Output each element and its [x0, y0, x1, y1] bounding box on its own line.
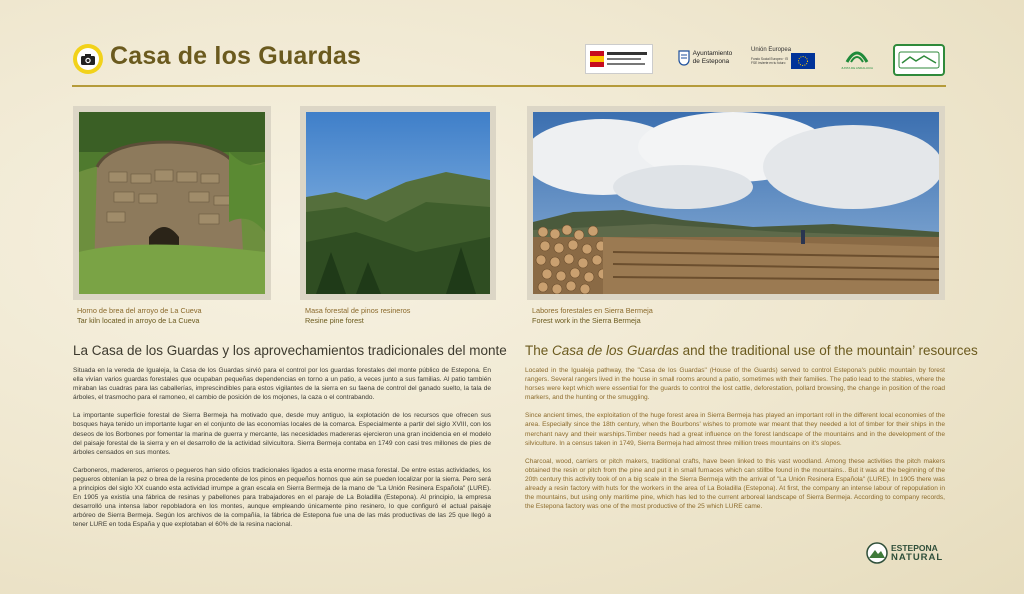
- photo-pine-forest: [300, 106, 496, 300]
- english-paragraph: Charcoal, wood, carriers or pitch makers, traditional crafts, have been linked to this vast woodland. Among these activities the pitch makers obtained the resin or pitch from the pine and put it in small furnaces which can stillbe found in the mountains.. But it was at the beginning of the 20th century this activity took of on a big scale in the Sierra Bermeja with the arrival of "La Unión Resinera Española" (LURE). In 1905 there was already a resin factory with huts for the workers in the area of La Boladilla (Estepona). At first, the company an intense labour of repopulation in the mountains, but using only maritime pine, which has led to the current arboreal landscape of Sierra Bermeja. According to company records, the Estepona factory was one of the most productive of the 25 which LURE came.: [525, 457, 945, 511]
- union-europea-logo: [751, 44, 817, 72]
- photo3-caption-es: Labores forestales en Sierra Bermeja: [532, 306, 653, 315]
- photo1-caption-es: Horno de brea del arroyo de La Cueva: [77, 306, 202, 315]
- ayuntamiento-estepona-logo: [672, 44, 738, 72]
- english-paragraph: Since ancient times, the exploitation of the huge forest area in Sierra Bermeja has played an important roll in the different local economies of the area. Especially since the 18th century, when the Bourbons' wishes to promote war meant that they needed a lot of timber for their ships in the merchant navy and their warships.Timber needs had a great influence on the forest landscape of the mountains and in the development of the silviculture. In a census taken in 1749, Sierra Bermeja had almost three million trees mountains on it's slopes.: [525, 412, 945, 447]
- spanish-paragraph: La importante superficie forestal de Sierra Bermeja ha motivado que, desde muy antiguo, la explotación de los recursos que ofrecen sus bosques haya tenido un importante lugar en el conjunto de las economías locales de la comarca. Especialmente a partir del siglo XVIII, con los deseos de los Borbones por fomentar la marina de guerra y mercante, las necesidades madereras ejercieron una gran incidencia en el modelo del paisaje forestal de la sierra y en el desarrollo de la actividad silvicultora. Sierra Bermeja contaba en 1749 con casi tres millones de pies de árboles censados en sus montes.: [73, 412, 491, 456]
- camera-badge: [73, 44, 103, 74]
- photo2-caption: [305, 306, 410, 326]
- page-title: Casa de los Guardas: [110, 42, 362, 70]
- mountain-logo-icon: [866, 542, 888, 564]
- junta-label: JUNTA DE ANDALUCIA: [840, 66, 874, 70]
- photo1-caption-en: Tar kiln located in arroyo de La Cueva: [77, 316, 200, 325]
- english-heading: [525, 343, 978, 358]
- photo1-caption: [77, 306, 202, 326]
- estepona-natural-logo: [866, 542, 943, 564]
- english-paragraph: Located in the Igualeja pathway, the "Casa de los Guardas" (House of the Guards) served to control Estepona's public mountain by forest rangers. Several rangers lived in the house in small rooms around a patio, sometimes with their families. The patio lead to the stables, where the horses were kept which were essential for the guards to control the lost cattle, deforestation, pollard browsing, the change in position of the road markers, and the hunting or the smuggling.: [525, 367, 945, 402]
- ayuntamiento-line2: de Estepona: [692, 58, 730, 65]
- ruta-sign-logo: [893, 44, 945, 76]
- union-europea-label: Unión Europea: [751, 47, 792, 53]
- photo-forest-work: [527, 106, 945, 300]
- spanish-paragraph: Carboneros, madereros, arrieros o pegueros han sido oficios tradicionales ligados a esta enorme masa forestal. De entre estas actividades, los pegueros obtenían la pez o brea de la resina procedente de los pinos en pequeños hornos que aún se pueden localizar por la sierra. Pero será a principios del siglo XX cuando esta actividad irrumpe a gran escala en Sierra Bermeja de la mano de "La Unión Resinera Española" (LURE). En 1905 ya existía una fábrica de resinas y pabellones para trabajadores en el paraje de La Boladilla (Estepona). Al principio, la empresa desarrolló una intensa labor repobladora en los montes, aunque empleando únicamente pino resinero, lo que configuró el actual paisaje arbóreo de Sierra Bermeja. Según los archivos de la compañía, la fábrica de Estepona fue una de las más productivas de las 25 que llegó a tener LURE en toda España y que explotaban el 60% de la resina nacional.: [73, 466, 491, 529]
- photo3-caption: [532, 306, 653, 326]
- gobierno-espana-logo: [585, 44, 653, 74]
- brand-line2: NATURAL: [891, 552, 944, 563]
- union-europea-sub: Fondo Social Europeo · El FSE invierte en tu futuro: [751, 57, 789, 65]
- photo2-caption-en: Resine pine forest: [305, 316, 364, 325]
- english-heading-italic: Casa de los Guardas: [552, 343, 679, 358]
- photo2-caption-es: Masa forestal de pinos resineros: [305, 306, 411, 315]
- header-rule: [72, 85, 946, 87]
- ayuntamiento-line1: Ayuntamiento: [692, 50, 733, 57]
- photo3-caption-en: Forest work in the Sierra Bermeja: [532, 316, 641, 325]
- english-heading-post: and the traditional use of the mountain’ resources: [678, 343, 978, 358]
- brand-line1: ESTEPONA: [891, 543, 938, 553]
- junta-andalucia-logo: [837, 44, 877, 72]
- english-body: [525, 366, 945, 520]
- photo-tar-kiln: [73, 106, 271, 300]
- spanish-heading: La Casa de los Guardas y los aprovechamientos tradicionales del monte: [73, 343, 507, 358]
- eu-flag-icon: [791, 53, 815, 69]
- camera-icon: [77, 48, 99, 70]
- spanish-body: [73, 366, 491, 539]
- spanish-paragraph: Situada en la vereda de Igualeja, la Casa de los Guardas sirvió para el control por los guardas forestales del monte público de Estepona. En ella vivían varios guardas forestales que ocupaban pequeñas dependencias en torno a un patio, a veces junto a sus familias. Al patio también miraban las cuadras para las caballerías, imprescindibles para estos vigilantes de la sierra en su faena de control del ganado suelto, la tala de árboles, el trasmocho para el ramoneo, el cambio de posición de los mojones, la caza o el contrabando.: [73, 367, 491, 402]
- english-heading-pre: The: [525, 343, 553, 358]
